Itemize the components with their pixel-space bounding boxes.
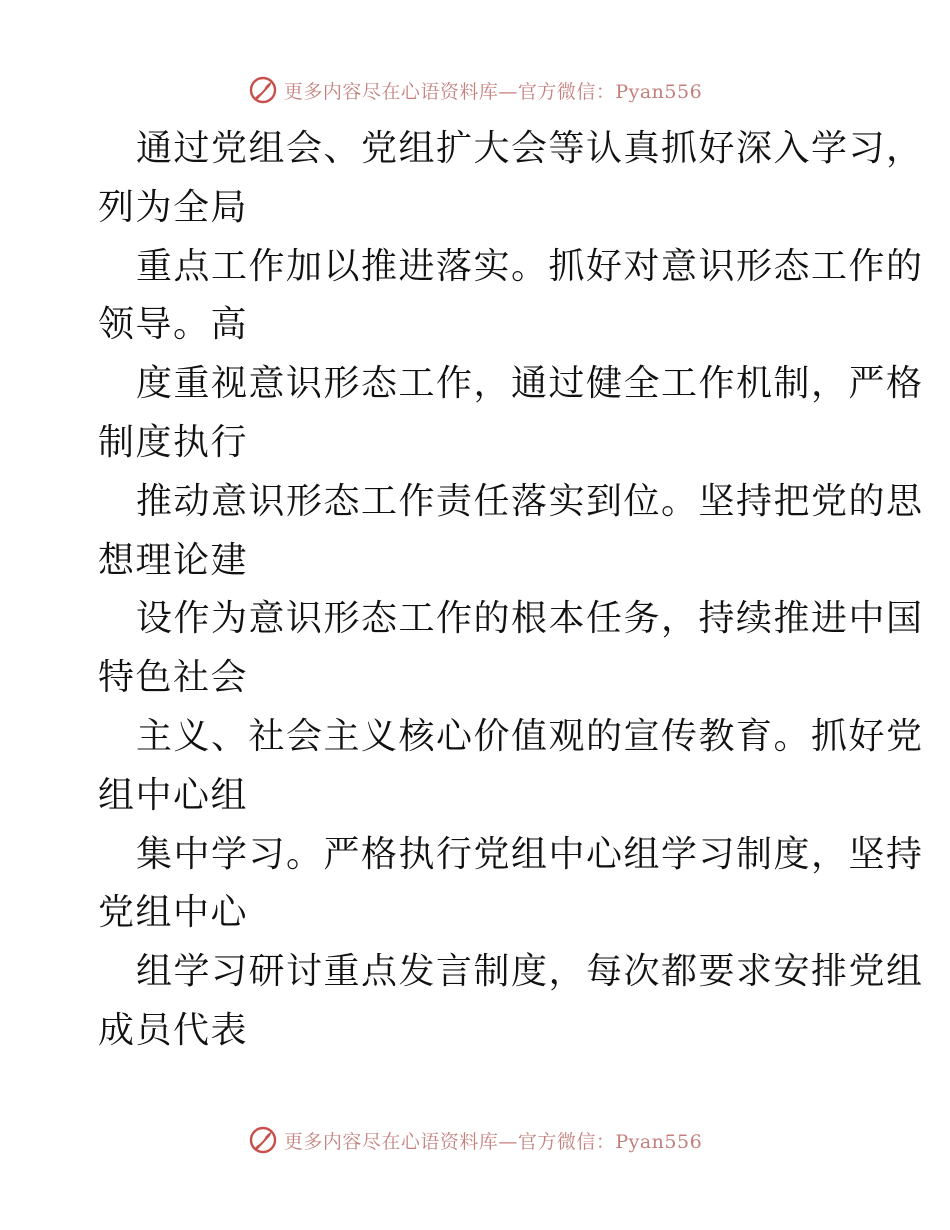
paragraph-line: 领导。高 — [98, 304, 249, 346]
quill-pen-logo-icon — [248, 1125, 278, 1155]
footer-watermark-banner — [0, 1120, 950, 1160]
paragraph-line: 列为全局 — [98, 186, 249, 228]
paragraph-line: 组学习研讨重点发言制度，每次都要求安排党组 — [136, 951, 924, 993]
paragraph-line: 组中心组 — [98, 774, 249, 816]
paragraph-line: 制度执行 — [98, 421, 249, 463]
paragraph-line: 特色社会 — [98, 657, 249, 699]
paragraph-line: 党组中心 — [98, 892, 249, 934]
paragraph-line: 通过党组会、党组扩大会等认真抓好深入学习， — [136, 128, 924, 169]
paragraph-line: 成员代表 — [98, 1009, 249, 1051]
paragraph-line: 度重视意识形态工作，通过健全工作机制，严格 — [136, 363, 924, 405]
header-banner-text: 更多内容尽在心语资料库—官方微信：Pyan556 — [283, 80, 703, 103]
paragraph-line: 主义、社会主义核心价值观的宣传教育。抓好党 — [136, 715, 924, 757]
paragraph-line: 集中学习。严格执行党组中心组学习制度，坚持 — [136, 833, 924, 875]
paragraph-line: 设作为意识形态工作的根本任务，持续推进中国 — [136, 598, 924, 640]
paragraph-line: 想理论建 — [98, 539, 249, 581]
footer-banner-text: 更多内容尽在心语资料库—官方微信：Pyan556 — [283, 1130, 703, 1153]
paragraph-line: 重点工作加以推进落实。抓好对意识形态工作的 — [136, 245, 924, 287]
header-watermark-banner — [0, 70, 950, 110]
paragraph-line: 推动意识形态工作责任落实到位。坚持把党的思 — [136, 480, 924, 522]
document-body — [98, 120, 924, 1061]
quill-pen-logo-icon — [248, 75, 278, 105]
